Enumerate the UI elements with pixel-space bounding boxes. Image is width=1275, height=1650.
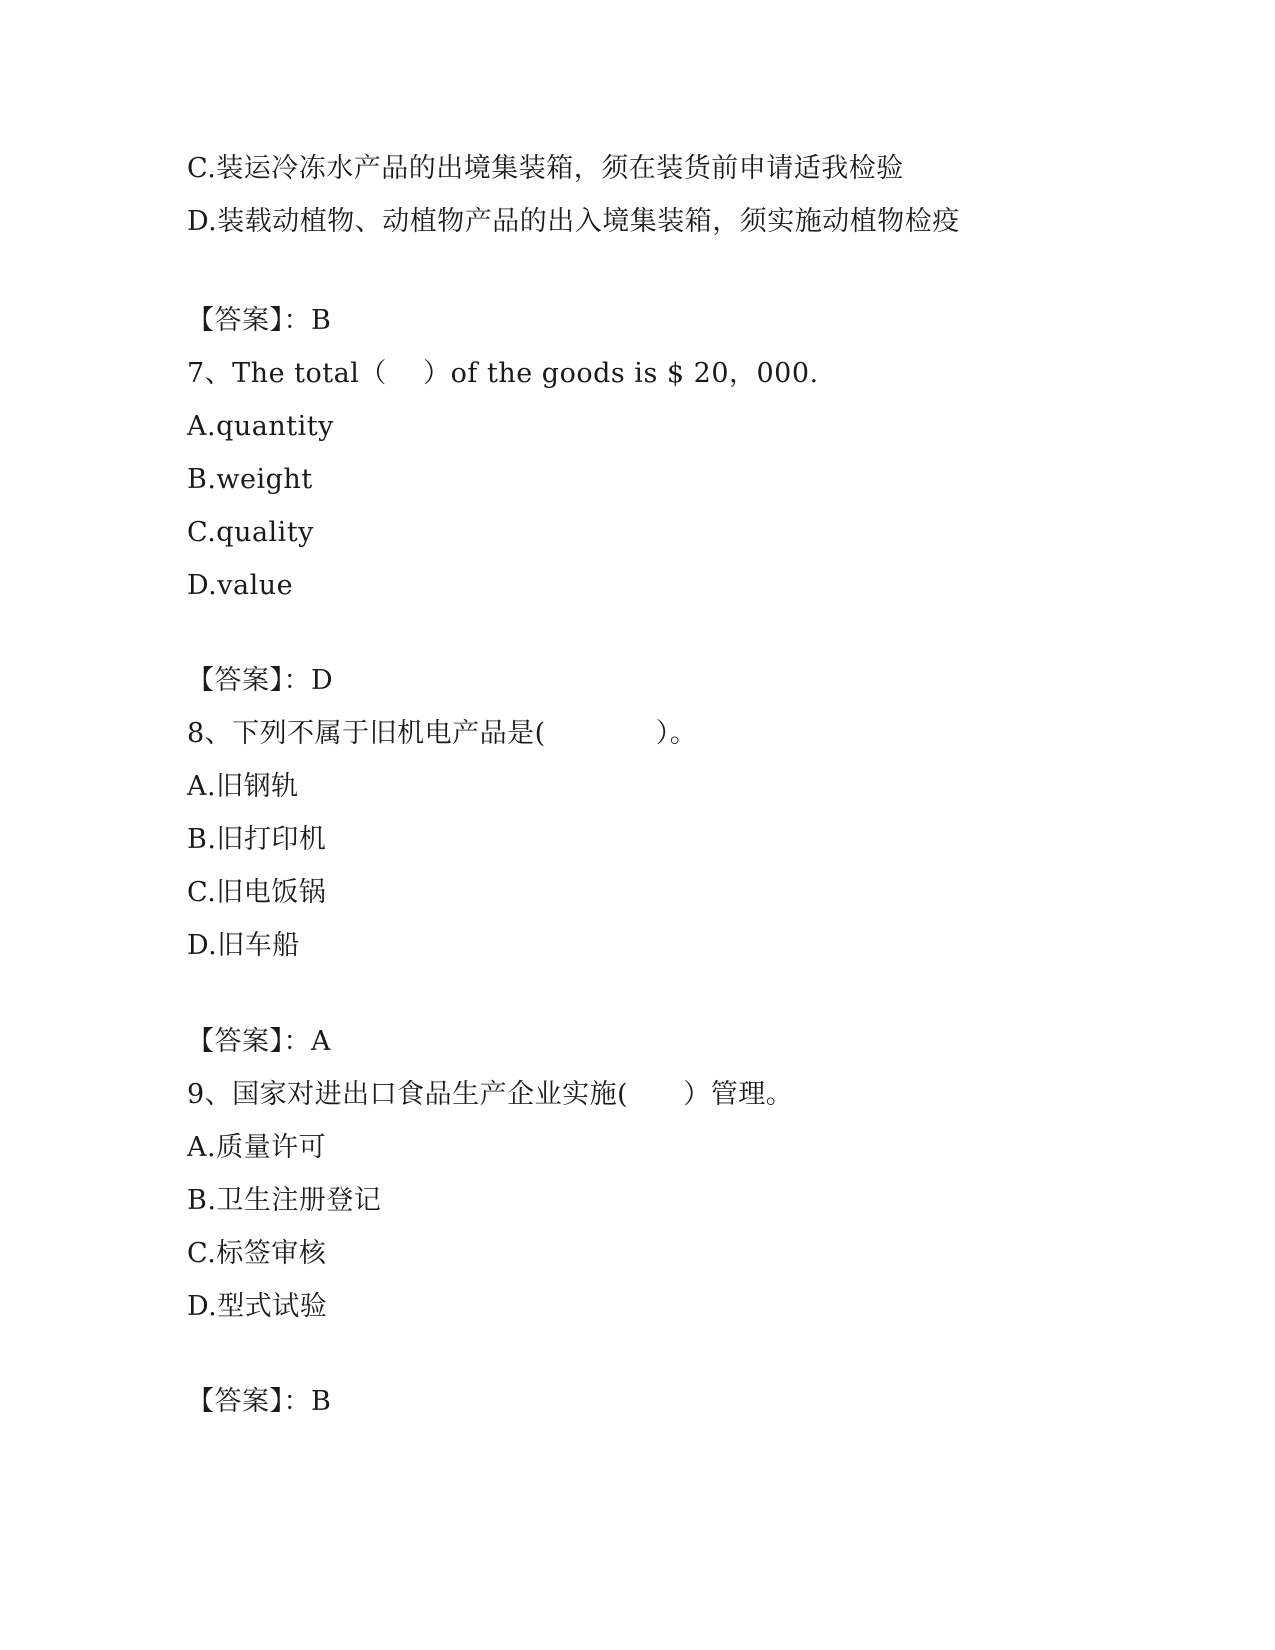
q9-option-b: B.卫生注册登记 xyxy=(187,1185,382,1216)
q7-answer: 【答案】：D xyxy=(187,665,334,696)
q9-answer: 【答案】：B xyxy=(187,1386,332,1417)
q6-option-c: C.装运冷冻水产品的出境集装箱，须在装货前申请适我检验 xyxy=(187,153,904,184)
q8-option-a: A.旧钢轨 xyxy=(187,771,299,802)
q9-option-d: D.型式试验 xyxy=(187,1291,328,1322)
q7-question: 7、The total（ ）of the goods is $ 20，000. xyxy=(187,358,819,389)
q6-answer: 【答案】：B xyxy=(187,305,332,336)
q6-option-d: D.装载动植物、动植物产品的出入境集装箱，须实施动植物检疫 xyxy=(187,206,960,237)
q9-option-a: A.质量许可 xyxy=(187,1132,327,1163)
q8-option-c: C.旧电饭锅 xyxy=(187,877,327,908)
q7-option-b: B.weight xyxy=(187,464,313,495)
q7-option-a: A.quantity xyxy=(187,411,334,442)
q8-question: 8、下列不属于旧机电产品是( ）。 xyxy=(187,718,698,749)
q8-option-b: B.旧打印机 xyxy=(187,824,327,855)
q7-option-c: C.quality xyxy=(187,517,314,548)
q9-question: 9、国家对进出口食品生产企业实施( ）管理。 xyxy=(187,1079,794,1110)
q8-answer: 【答案】：A xyxy=(187,1026,331,1057)
q7-option-d: D.value xyxy=(187,570,294,601)
q9-option-c: C.标签审核 xyxy=(187,1238,327,1269)
q8-option-d: D.旧车船 xyxy=(187,930,300,961)
